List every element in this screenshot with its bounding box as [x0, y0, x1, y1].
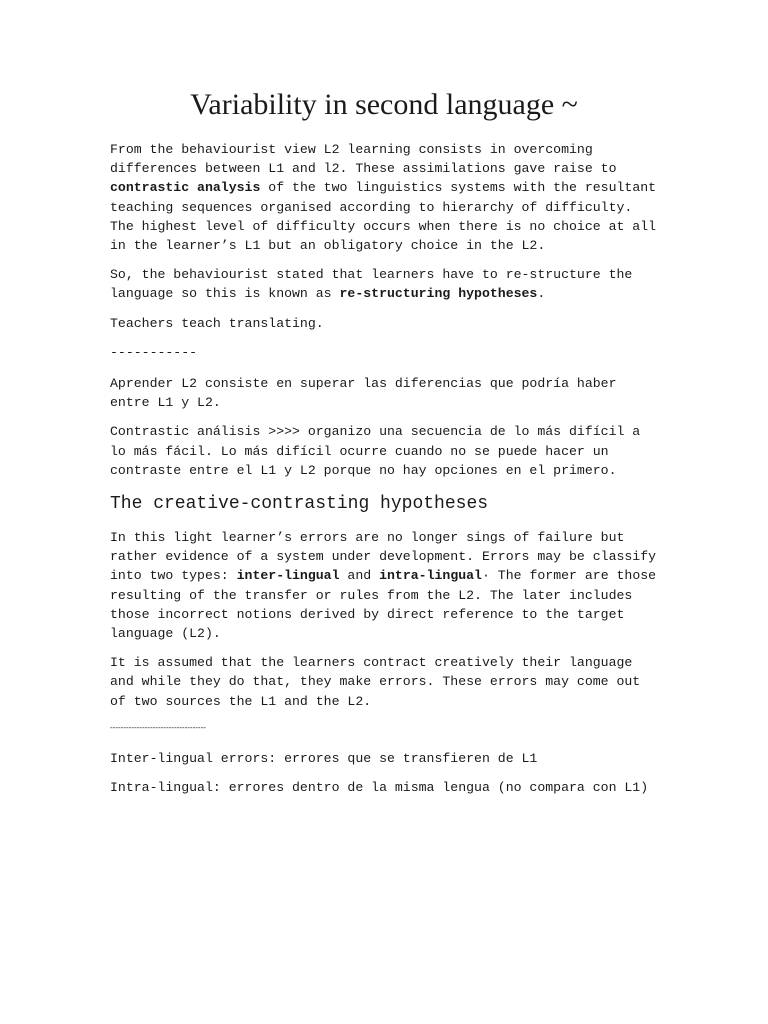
bold-term-restructuring-hypotheses: re-structuring hypotheses	[339, 286, 538, 302]
text-run: · The former are those resulting of the transfer or rules from the L2. The later includes those incorrect notions derived by direct reference to the target language (L2).	[110, 568, 657, 642]
bold-term-intra-lingual: intra-lingual	[379, 568, 482, 584]
paragraph-intra-lingual: Intra-lingual: errores dentro de la misma lengua (no compara con L1)	[110, 780, 649, 796]
paragraph-behaviourist-view	[110, 140, 662, 255]
text-run: .	[537, 286, 546, 302]
section-heading: The creative-contrasting hypotheses	[110, 494, 489, 515]
text-run: and	[339, 568, 380, 584]
paragraph-contract-creatively: It is assumed that the learners contract creatively their language and while they do that, they make errors. These errors may come out of two sources the L1 and the L2.	[110, 655, 641, 709]
paragraph-aprender: Aprender L2 consiste en superar las diferencias que podría haber entre L1 y L2.	[110, 376, 617, 411]
separator-dashes: -----------	[110, 344, 198, 360]
paragraph-learner-errors	[110, 528, 662, 643]
bold-term-inter-lingual: inter-lingual	[236, 568, 340, 584]
text-run: From the behaviourist view L2 learning consists in overcoming differences between L1 and l2. These assimilations gave raise to	[110, 142, 617, 177]
bold-term-contrastic-analysis: contrastic analysis	[110, 180, 261, 196]
page-title: Variability in second language ~	[190, 88, 578, 121]
paragraph-contrastic-analisis: Contrastic análisis >>>> organizo una secuencia de lo más difícil a lo más fácil. Lo más difícil ocurre cuando no se puede hacer un contraste entre el L1 y L2 porque no hay opciones en el primero.	[110, 424, 641, 478]
paragraph-inter-lingual-errors: Inter-lingual errors: errores que se transfieren de L1	[110, 750, 538, 766]
paragraph-restructuring	[110, 265, 662, 303]
text-run: In this light learner’s errors are no longer sings of failure but rather evidence of a system under development. Errors may be classify into two types:	[110, 530, 657, 584]
text-run: So, the behaviourist stated that learners have to re-structure the language so this is known as	[110, 267, 633, 302]
paragraph-teachers: Teachers teach translating.	[110, 315, 324, 331]
text-run: of the two linguistics systems with the resultant teaching sequences organised according to hierarchy of difficulty. The highest level of difficulty occurs when there is no choice at all in the learner’s L1 but an obligatory choice in the L2.	[110, 180, 657, 254]
separator-thin-dashes: ------------------------------------	[110, 722, 206, 732]
